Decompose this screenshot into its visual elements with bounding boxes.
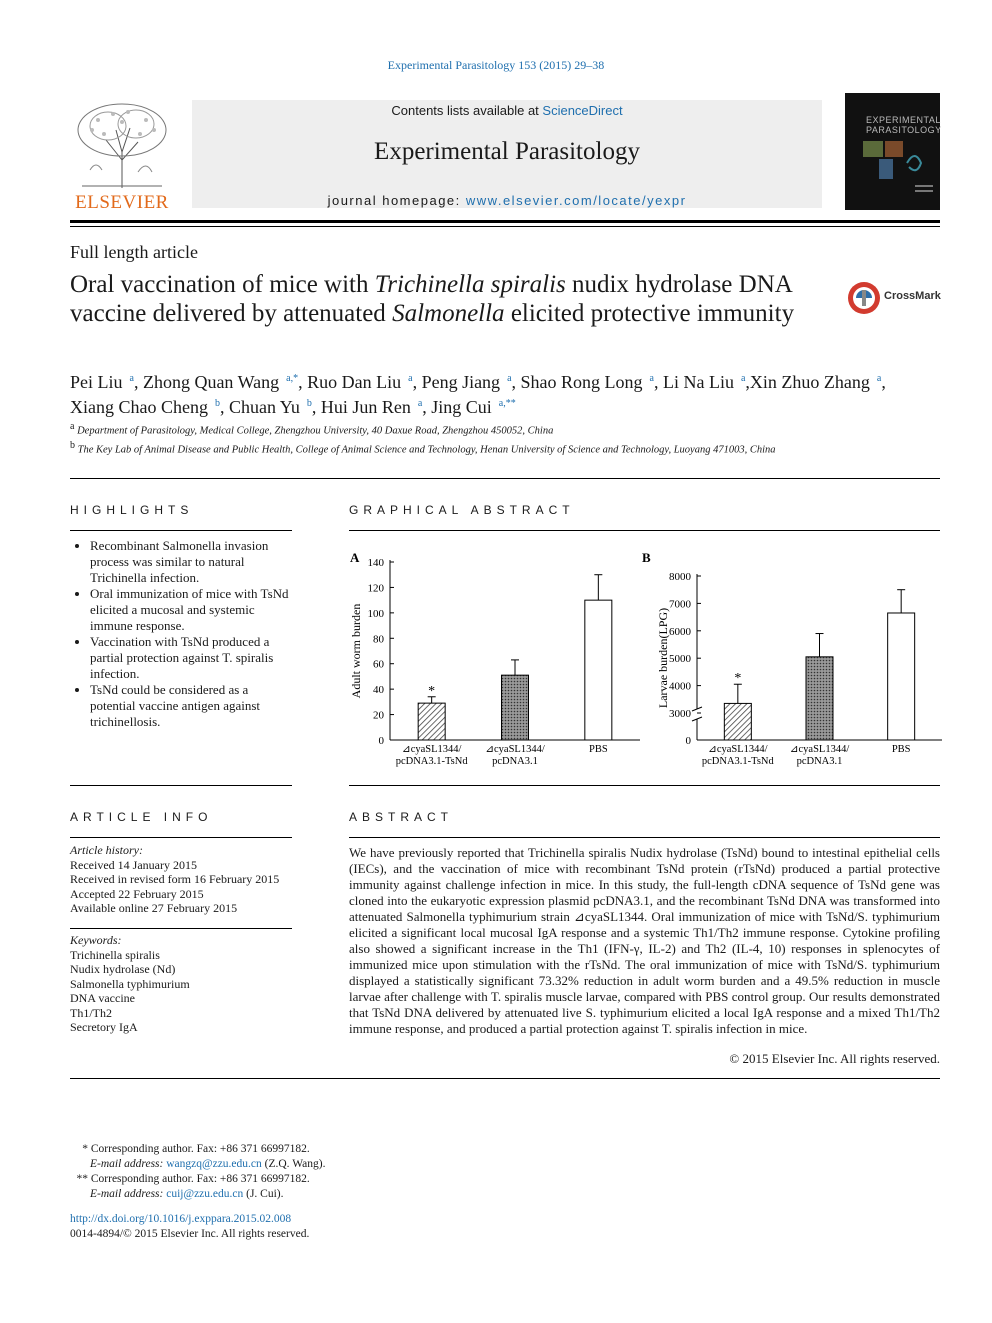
- highlight-item: • Vaccination with TsNd produced a partial protection against T. spiralis infection.: [90, 634, 295, 682]
- email-owner: (Z.Q. Wang).: [264, 1158, 326, 1170]
- keyword-item[interactable]: DNA vaccine: [70, 991, 135, 1005]
- affiliation-label: a: [70, 421, 75, 432]
- y-tick-label: 0: [378, 735, 384, 747]
- x-tick-label: ⊿cyaSL1344/: [789, 744, 850, 755]
- x-tick-label: pcDNA3.1: [796, 756, 843, 767]
- keywords-rule: [70, 928, 292, 929]
- x-tick-label: pcDNA3.1: [492, 756, 538, 767]
- title-part: nudix hydrolase DNA vaccine delivered by attenuated: [70, 271, 792, 327]
- x-tick-label: ⊿cyaSL1344/: [401, 744, 462, 755]
- author-affiliation-marker[interactable]: b: [304, 398, 312, 409]
- author-separator: ,: [311, 397, 321, 417]
- abstract-text: We have previously reported that Trichinella spiralis Nudix hydrolase (TsNd) bound to intestinal epithelial cells (IECs), and the vaccination of mice with recombinant TsNd protein (rTsNd) produced a partial protective immunity against challenge infection in mice. In this study, the full-length cDNA sequence of TsNd gene was cloned into the eukaryotic expression plasmid pcDNA3.1, and the recombinant TsNd DNA was transformed into attenuated Salmonella typhimurium strain ⊿cyaSL1344. Oral immunization of mice with TsNd/S. typhimurium elicited a significant local mucosal IgA response and a systemic Th1/Th2 immune response. Cytokine profiling also showed a significant increase in the Th1 (IFN-γ, IL-2) and Th2 (IL-4, 10) responses in splenocytes of immunized mice upon stimulation with the rTsNd. The oral immunization of mice with TsNd/S. typhimurium displayed a statistically significant 73.32% reduction in adult worm burden and a 49.5% reduction in muscle larvae after challenge with T. spiralis muscle larvae, compared with PBS control group. Our results demonstrated that TsNd DNA delivered by attenuated live S. typhimurium elicited a local IgA response and a mixed Th1/Th2 immune response, and produced a partial protection against T. spiralis infection in mice.: [349, 845, 940, 1036]
- contents-prefix: Contents lists available at: [391, 103, 543, 118]
- journal-title: Experimental Parasitology: [374, 138, 640, 165]
- article-info-heading: ARTICLE INFO: [70, 810, 213, 824]
- author-affiliation-marker[interactable]: a: [127, 373, 134, 384]
- author-name[interactable]: Xin Zhuo Zhang: [749, 372, 870, 392]
- journal-homepage: [192, 193, 822, 208]
- bar: [418, 703, 445, 740]
- highlight-item: • Recombinant Salmonella invasion process was similar to natural Trichinella infection.: [90, 538, 295, 586]
- footnote-2-email: [70, 1187, 370, 1202]
- homepage-link[interactable]: www.elsevier.com/locate/yexpr: [465, 193, 687, 208]
- history-item: Received in revised form 16 February 2015: [70, 872, 280, 886]
- journal-reference-link[interactable]: Experimental Parasitology 153 (2015) 29–38: [387, 58, 605, 72]
- x-tick-label: pcDNA3.1-TsNd: [395, 756, 468, 767]
- author-separator: ,: [511, 372, 521, 392]
- y-tick-label: 80: [373, 633, 384, 646]
- header-rule: [70, 220, 940, 223]
- affiliation-text: Department of Parasitology, Medical College, Zhengzhou University, 40 Daxue Road, Zhengzhou 450052, China: [77, 425, 554, 437]
- graphical-abstract-rule: [349, 530, 940, 531]
- author-name[interactable]: Hui Jun Ren: [320, 397, 411, 417]
- author-list: [70, 368, 910, 418]
- author-separator: ,: [412, 372, 422, 392]
- abstract-top-rule: [349, 785, 940, 786]
- email-label: E-mail address:: [90, 1188, 164, 1200]
- author-separator: ,: [219, 397, 229, 417]
- abstract-copyright: © 2015 Elsevier Inc. All rights reserved.: [729, 1051, 940, 1066]
- x-tick-label: PBS: [891, 744, 911, 755]
- article-title: [70, 270, 830, 328]
- keyword-item[interactable]: Salmonella typhimurium: [70, 976, 190, 991]
- y-tick-label: 140: [367, 557, 384, 569]
- author-name[interactable]: Jing Cui: [431, 397, 492, 417]
- significance-marker: *: [734, 671, 742, 687]
- article-history: [70, 843, 295, 916]
- footnote-2: [70, 1172, 370, 1187]
- author-affiliation-marker[interactable]: a,*: [283, 373, 299, 384]
- x-tick-label: PBS: [588, 744, 608, 755]
- affiliation-b: [70, 439, 790, 458]
- y-tick-label: 8000: [669, 571, 691, 583]
- cover-title: EXPERIMENTAL PARASITOLOGY: [866, 115, 942, 135]
- title-part: elicited protective immunity: [504, 300, 795, 327]
- homepage-prefix: journal homepage:: [327, 193, 466, 208]
- author-affiliation-marker[interactable]: a: [415, 398, 423, 409]
- highlight-item: • Oral immunization of mice with TsNd elicited a mucosal and systemic immune response.: [90, 586, 295, 634]
- abstract-heading: ABSTRACT: [349, 810, 454, 824]
- author-affiliation-marker[interactable]: a: [504, 373, 512, 384]
- sciencedirect-link[interactable]: ScienceDirect: [542, 103, 623, 118]
- email-label: E-mail address:: [90, 1158, 164, 1170]
- x-tick-label: pcDNA3.1-TsNd: [701, 756, 774, 767]
- contents-line: [192, 103, 822, 118]
- keyword-item[interactable]: Trichinella spiralis: [70, 947, 160, 962]
- doi-link[interactable]: http://dx.doi.org/10.1016/j.exppara.2015.02.008: [70, 1213, 292, 1225]
- affiliation-a: [70, 420, 790, 439]
- y-tick-label: 5000: [669, 653, 691, 666]
- front-matter-divider: [70, 478, 940, 479]
- graphical-abstract-chart: [345, 545, 945, 775]
- y-tick-label: 7000: [669, 598, 691, 611]
- article-info-top-rule: [70, 785, 292, 786]
- author-name[interactable]: Pei Liu: [70, 372, 123, 392]
- author-affiliation-marker[interactable]: a: [647, 373, 654, 384]
- author-name[interactable]: Shao Rong Long: [520, 372, 643, 392]
- title-part-italic: Trichinella spiralis: [374, 271, 566, 298]
- history-label: Article history:: [70, 843, 143, 857]
- bar: [585, 600, 612, 740]
- y-tick-label: 3000: [669, 708, 691, 720]
- author-separator: ,: [133, 372, 143, 392]
- highlights-heading: HIGHLIGHTS: [70, 503, 194, 517]
- bar: [806, 657, 833, 740]
- email-link[interactable]: wangzq@zzu.edu.cn: [166, 1158, 262, 1170]
- keyword-item[interactable]: Nudix hydrolase (Nd): [70, 962, 176, 976]
- y-tick-label: 4000: [669, 680, 691, 693]
- author-name[interactable]: Chuan Yu: [228, 397, 300, 417]
- corresponding-footnotes: [70, 1142, 370, 1202]
- author-separator: ,: [298, 372, 308, 392]
- abstract-rule: [349, 837, 940, 838]
- history-item: Accepted 22 February 2015: [70, 886, 204, 901]
- author-separator: ,: [745, 372, 750, 392]
- axis-break-mark: [692, 707, 702, 721]
- affiliation-text: The Key Lab of Animal Disease and Public Health, College of Animal Science and Technology, Henan University of Science and Technology, Luoyang 471003, China: [77, 444, 776, 455]
- affiliations: [70, 420, 790, 457]
- author-name[interactable]: Peng Jiang: [421, 372, 501, 392]
- y-tick-label: 40: [373, 684, 384, 697]
- author-separator: ,: [881, 372, 886, 392]
- author-separator: ,: [422, 397, 432, 417]
- author-name[interactable]: Li Na Liu: [662, 372, 734, 392]
- history-item: Available online 27 February 2015: [70, 901, 238, 915]
- y-tick-label: 60: [373, 658, 384, 671]
- footnote-text: Corresponding author. Fax: +86 371 66997182.: [90, 1143, 310, 1155]
- keywords-label: Keywords:: [70, 933, 122, 947]
- keyword-item[interactable]: Th1/Th2: [70, 1005, 112, 1020]
- y-axis-label: Adult worm burden: [349, 603, 363, 699]
- crossmark-label: CrossMark: [884, 290, 941, 302]
- author-affiliation-marker[interactable]: a: [874, 373, 882, 384]
- bar: [724, 703, 751, 740]
- author-affiliation-marker[interactable]: a: [738, 373, 746, 384]
- significance-marker: *: [428, 683, 436, 699]
- y-axis-label: Larvae burden(LPG): [656, 607, 670, 709]
- x-tick-label: ⊿cyaSL1344/: [485, 744, 545, 755]
- footnote-1-email: [70, 1157, 370, 1172]
- footnote-1: [70, 1142, 370, 1157]
- footnote-mark: **: [76, 1173, 88, 1185]
- affiliation-label: b: [70, 439, 75, 451]
- issn-line: 0014-4894/© 2015 Elsevier Inc. All rights reserved.: [70, 1228, 310, 1240]
- bar: [888, 613, 915, 740]
- journal-reference[interactable]: [0, 58, 992, 73]
- highlights-rule: [70, 530, 292, 531]
- elsevier-wordmark: ELSEVIER: [75, 192, 169, 213]
- title-part-italic: Salmonella: [392, 300, 505, 327]
- article-info-rule: [70, 837, 292, 838]
- keywords-block: [70, 933, 295, 1035]
- history-item: Received 14 January 2015: [70, 857, 197, 872]
- y-tick-label: 6000: [669, 625, 691, 638]
- email-owner: (J. Cui).: [246, 1188, 284, 1200]
- footnote-text: Corresponding author. Fax: +86 371 66997182.: [90, 1173, 310, 1185]
- author-name[interactable]: Ruo Dan Liu: [307, 372, 402, 392]
- bar: [502, 675, 529, 740]
- panel-letter: B: [642, 550, 651, 565]
- panel-letter: A: [350, 550, 360, 565]
- abstract-bottom-rule: [70, 1078, 940, 1079]
- author-affiliation-marker[interactable]: a: [405, 373, 413, 384]
- journal-cover-thumbnail[interactable]: [845, 93, 940, 210]
- author-name[interactable]: Zhong Quan Wang: [142, 372, 280, 392]
- author-affiliation-marker[interactable]: b: [212, 398, 220, 409]
- graphical-abstract-heading: GRAPHICAL ABSTRACT: [349, 503, 575, 517]
- footnote-mark: *: [82, 1143, 88, 1155]
- y-tick-label: 20: [373, 709, 384, 722]
- x-tick-label: ⊿cyaSL1344/: [708, 744, 768, 755]
- author-separator: ,: [653, 372, 663, 392]
- author-name[interactable]: Xiang Chao Cheng: [70, 397, 208, 417]
- author-affiliation-marker[interactable]: a,**: [496, 398, 516, 409]
- email-link[interactable]: cuij@zzu.edu.cn: [166, 1188, 244, 1200]
- doi-block: [70, 1212, 370, 1242]
- keyword-item[interactable]: Secretory IgA: [70, 1020, 138, 1034]
- highlights-list: [70, 538, 295, 730]
- highlight-item: • TsNd could be considered as a potential vaccine antigen against trichinellosis.: [90, 682, 295, 730]
- article-type: Full length article: [70, 242, 198, 262]
- title-part: Oral vaccination of mice with: [70, 271, 375, 298]
- y-tick-label: 0: [685, 735, 691, 747]
- y-tick-label: 120: [367, 582, 384, 595]
- y-tick-label: 100: [367, 607, 384, 620]
- header-rule-thin: [70, 226, 940, 227]
